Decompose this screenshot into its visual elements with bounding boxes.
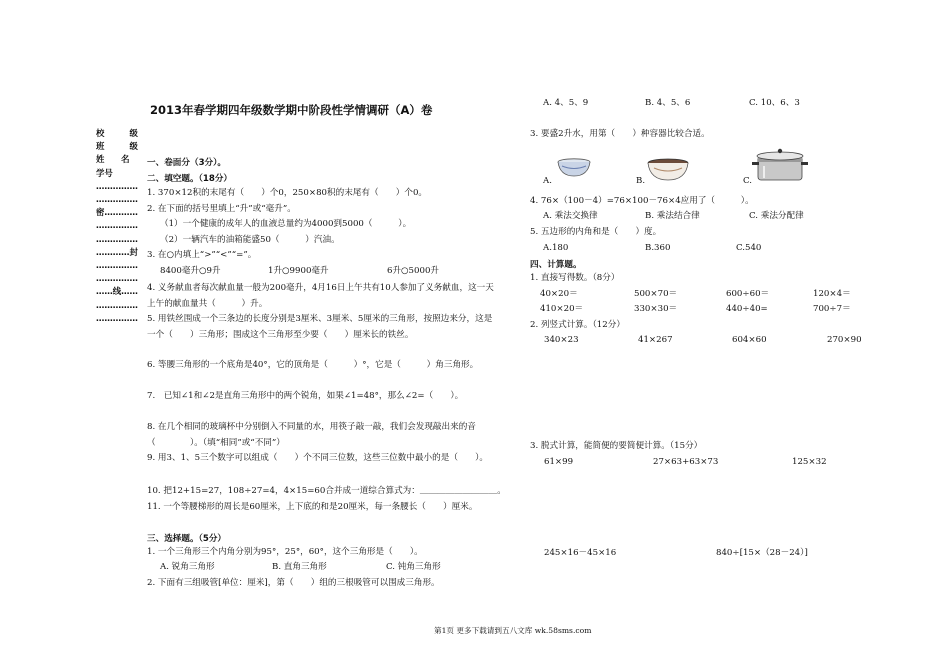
section-heading: 一、卷面分（3分）。	[147, 158, 227, 168]
page-title: 2013年春学期四年级数学期中阶段性学情调研（A）卷	[150, 103, 433, 117]
question: 3. 脱式计算，能简便的要简便计算。（15分）	[530, 441, 703, 451]
page-footer: 第1页 更多下载请到五八文库 wk.58sms.com	[434, 626, 592, 635]
margin-line: ……线……	[96, 286, 138, 297]
margin-line: ……………	[96, 180, 138, 191]
question: 10. 把12+15=27，108÷27=4，4×15=60合并成一道综合算式为：＿＿＿＿＿＿＿＿＿。	[147, 486, 506, 496]
calc-item: 440÷40=	[726, 304, 768, 314]
margin-line: ……………	[96, 273, 138, 284]
question: 1. 一个三角形三个内角分别为95°，25°，60°，这个三角形是（ ）。	[147, 547, 423, 557]
choice-option: C. 10、6、3	[749, 98, 800, 108]
choice-option: A.180	[543, 243, 569, 253]
calc-item: 410×20＝	[540, 304, 584, 314]
calc-item: 41×267	[638, 335, 673, 345]
question: 5. 用铁丝围成一个三条边的长度分别是3厘米、3厘米、5厘米的三角形，按照边来分，这是一个（ ）三角形；围成这个三角形至少要（ ）厘米长的铁丝。	[147, 314, 493, 340]
calc-item: 840÷[15×（28－24）]	[716, 548, 808, 558]
margin-line: ……………	[96, 312, 138, 323]
calc-item: 700÷7＝	[813, 304, 851, 314]
margin-line: …………封	[96, 246, 138, 257]
binding-margin	[96, 127, 138, 325]
question-part: （2）一辆汽车的油箱能盛50（ ）汽油。	[160, 235, 340, 245]
margin-line: ……………	[96, 260, 138, 271]
option-label: A.	[543, 176, 552, 186]
question: 6. 等腰三角形的一个底角是40°，它的顶角是（ ）°，它是（ ）角三角形。	[147, 360, 479, 370]
compare-item: 8400毫升○9升	[160, 266, 221, 276]
section-heading: 四、计算题。	[530, 260, 582, 270]
question: 9. 用3、1、5三个数字可以组成（ ）个不同三位数，这些三位数中最小的是（ ）。	[147, 453, 489, 463]
question: 1. 直接写得数。（8分）	[530, 273, 620, 283]
choice-option: A. 锐角三角形	[160, 562, 215, 572]
calc-item: 330×30＝	[634, 304, 678, 314]
question: 3. 在○内填上“>”“<”“=”。	[147, 250, 257, 260]
choice-option: A. 乘法交换律	[543, 211, 598, 221]
calc-item: 270×90	[827, 335, 862, 345]
margin-line: 学号	[96, 167, 113, 178]
margin-line: 校 级	[96, 128, 138, 138]
question: 2. 在下面的括号里填上“升”或“毫升”。	[147, 204, 296, 214]
margin-line: ……………	[96, 233, 138, 244]
margin-line: 班 级	[96, 141, 138, 152]
choice-option: B. 直角三角形	[272, 562, 327, 572]
choice-option: B.360	[645, 243, 671, 253]
choice-option: A. 4、5、9	[543, 98, 589, 108]
question: 11. 一个等腰梯形的周长是60厘米，上下底的和是20厘米，每一条腰长（ ）厘米。	[147, 502, 478, 512]
margin-line: ……………	[96, 194, 138, 205]
question: 4. 76×（100－4）=76×100－76×4应用了（ ）。	[530, 196, 754, 206]
option-label: B.	[636, 176, 646, 186]
choice-option: C. 乘法分配律	[749, 211, 804, 221]
choice-option: B. 4、5、6	[645, 98, 691, 108]
calc-item: 27×63+63×73	[653, 457, 719, 467]
choice-option: C. 钝角三角形	[386, 562, 441, 572]
question: 3. 要盛2升水，用第（ ）种容器比较合适。	[530, 129, 710, 139]
calc-item: 61×99	[544, 457, 574, 467]
margin-line: 密…………	[96, 207, 138, 218]
cooking-pot-icon	[750, 144, 810, 184]
calc-item: 120×4＝	[813, 289, 851, 299]
question-part: （1）一个健康的成年人的血液总量约为4000到5000（ ）。	[160, 219, 412, 229]
calc-item: 500×70＝	[634, 289, 678, 299]
choice-option: B. 乘法结合律	[645, 211, 700, 221]
calc-item: 340×23	[544, 335, 579, 345]
big-bowl-icon	[646, 158, 690, 182]
calc-item: 40×20＝	[540, 289, 578, 299]
small-bowl-icon	[556, 158, 592, 178]
calc-item: 604×60	[732, 335, 767, 345]
calc-item: 245×16－45×16	[544, 548, 617, 558]
option-label: C.	[743, 176, 753, 186]
margin-line: ……………	[96, 299, 138, 310]
calc-item: 600÷60＝	[726, 289, 770, 299]
calc-item: 125×32	[792, 457, 827, 467]
question: 5. 五边形的内角和是（ ）度。	[530, 227, 662, 237]
question: 2. 下面有三组吸管[单位：厘米]，第（ ）组的三根吸管可以围成三角形。	[147, 578, 440, 588]
compare-item: 1升○9900毫升	[268, 266, 329, 276]
margin-line: 姓 名	[96, 154, 130, 165]
section-heading: 二、填空题。（18分）	[147, 174, 233, 184]
question: 7. 已知∠1和∠2是直角三角形中的两个锐角，如果∠1=48°，那么∠2=（ ）。	[147, 391, 464, 401]
question: 8. 在几个相同的玻璃杯中分别倒入不同量的水，用筷子敲一敲，我们会发现敲出来的音（ ）。（填“相同”或“不同”）	[147, 422, 476, 448]
margin-line: ……………	[96, 220, 138, 231]
compare-item: 6升○5000升	[387, 266, 440, 276]
question: 1. 370×12积的末尾有（ ）个0，250×80积的末尾有（ ）个0。	[147, 188, 428, 198]
question: 4. 义务献血者每次献血量一般为200毫升，4月16日上午共有10人参加了义务献血，这一天上午的献血量共（ ）升。	[147, 283, 494, 309]
question: 2. 列竖式计算。（12分）	[530, 320, 625, 330]
choice-option: C.540	[736, 243, 762, 253]
section-heading: 三、选择题。（5分）	[147, 534, 227, 544]
